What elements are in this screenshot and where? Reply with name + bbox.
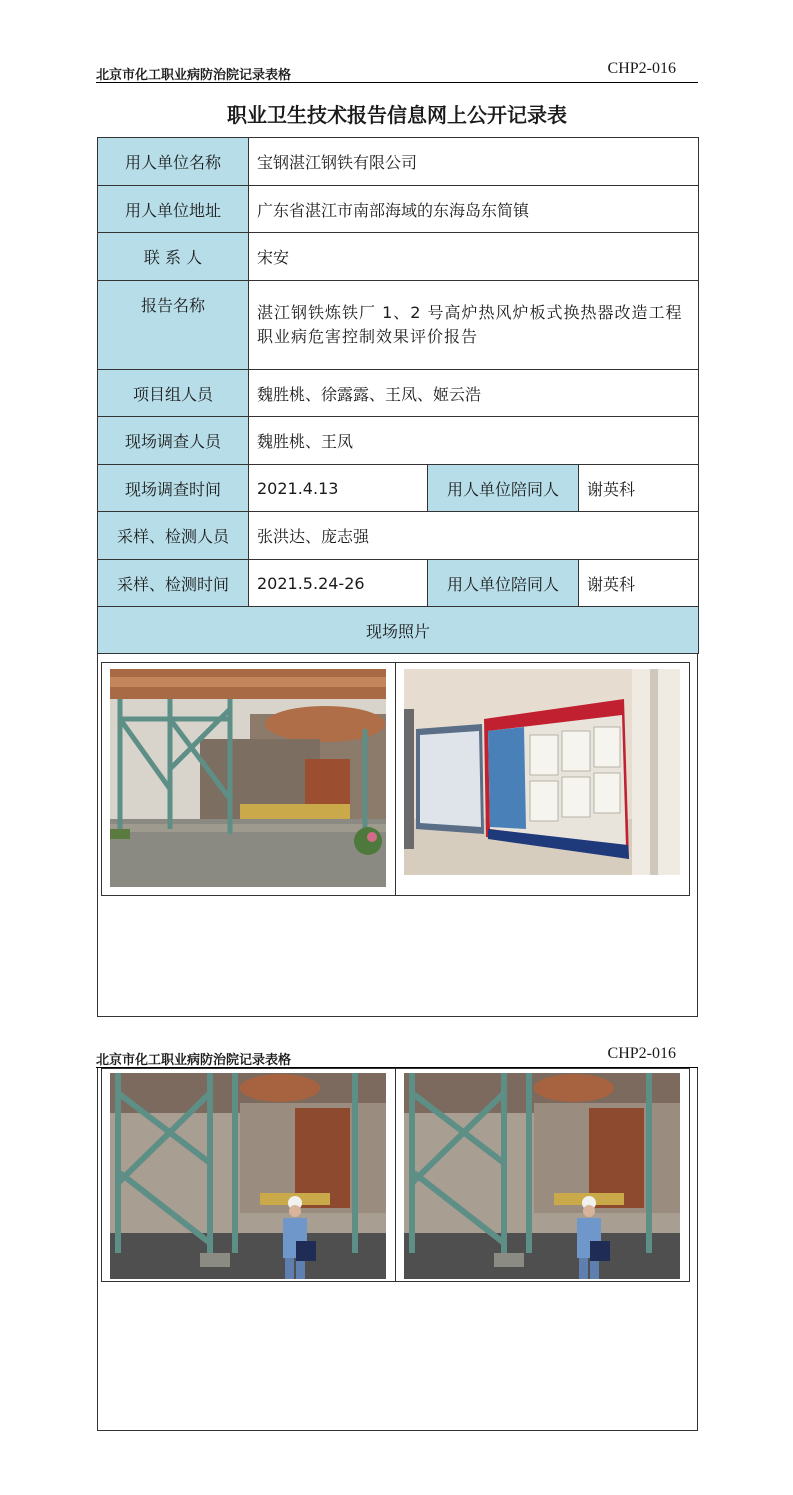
- unit-name-value: 宝钢湛江钢铁有限公司: [249, 138, 699, 186]
- sampling-time-label: 采样、检测时间: [98, 560, 249, 607]
- survey-staff-label: 现场调查人员: [98, 417, 249, 465]
- sampling-escort-label: 用人单位陪同人: [428, 560, 579, 607]
- unit-address-label: 用人单位地址: [98, 186, 249, 233]
- photo-cell: [395, 663, 689, 895]
- page-header: [96, 60, 698, 83]
- contact-label: 联 系 人: [98, 233, 249, 281]
- survey-escort-label: 用人单位陪同人: [428, 465, 579, 512]
- survey-escort-value: 谢英科: [579, 465, 699, 512]
- photo-cell: [102, 1069, 395, 1281]
- industrial-plant-photo: [110, 669, 386, 887]
- header-code: CHP2-016: [607, 1045, 676, 1062]
- photo-grid-page1: [101, 662, 690, 896]
- survey-time-label: 现场调查时间: [98, 465, 249, 512]
- site-photos-heading: 现场照片: [98, 607, 699, 654]
- survey-time-value: 2021.4.13: [249, 465, 428, 512]
- page-title: 职业卫生技术报告信息网上公开记录表: [227, 103, 567, 127]
- sampling-time-value: 2021.5.24-26: [249, 560, 428, 607]
- header-org: 北京市化工职业病防治院记录表格: [96, 68, 292, 83]
- header-org: 北京市化工职业病防治院记录表格: [96, 1053, 292, 1068]
- notice-board-photo: [404, 669, 680, 875]
- page-header: [96, 1045, 698, 1068]
- unit-name-label: 用人单位名称: [98, 138, 249, 186]
- project-members-value: 魏胜桃、徐露露、王凤、姬云浩: [249, 370, 699, 417]
- project-members-label: 项目组人员: [98, 370, 249, 417]
- unit-address-value: 广东省湛江市南部海域的东海岛东简镇: [249, 186, 699, 233]
- photo-cell: [102, 663, 395, 895]
- photo-area-page1: [97, 654, 698, 1017]
- photo-grid-page2: [101, 1068, 690, 1282]
- report-name-label: 报告名称: [98, 281, 249, 370]
- survey-staff-value: 魏胜桃、王凤: [249, 417, 699, 465]
- worker-at-plant-photo: [110, 1073, 386, 1279]
- sampling-staff-value: 张洪达、庞志强: [249, 512, 699, 560]
- sampling-escort-value: 谢英科: [579, 560, 699, 607]
- worker-at-plant-photo: [404, 1073, 680, 1279]
- photo-area-page2: [97, 1068, 698, 1431]
- sampling-staff-label: 采样、检测人员: [98, 512, 249, 560]
- header-code: CHP2-016: [607, 60, 676, 77]
- photo-cell: [395, 1069, 689, 1281]
- report-name-value: 湛江钢铁炼铁厂 1、2 号高炉热风炉板式换热器改造工程职业病危害控制效果评价报告: [249, 281, 699, 370]
- contact-value: 宋安: [249, 233, 699, 281]
- record-table: [97, 137, 699, 654]
